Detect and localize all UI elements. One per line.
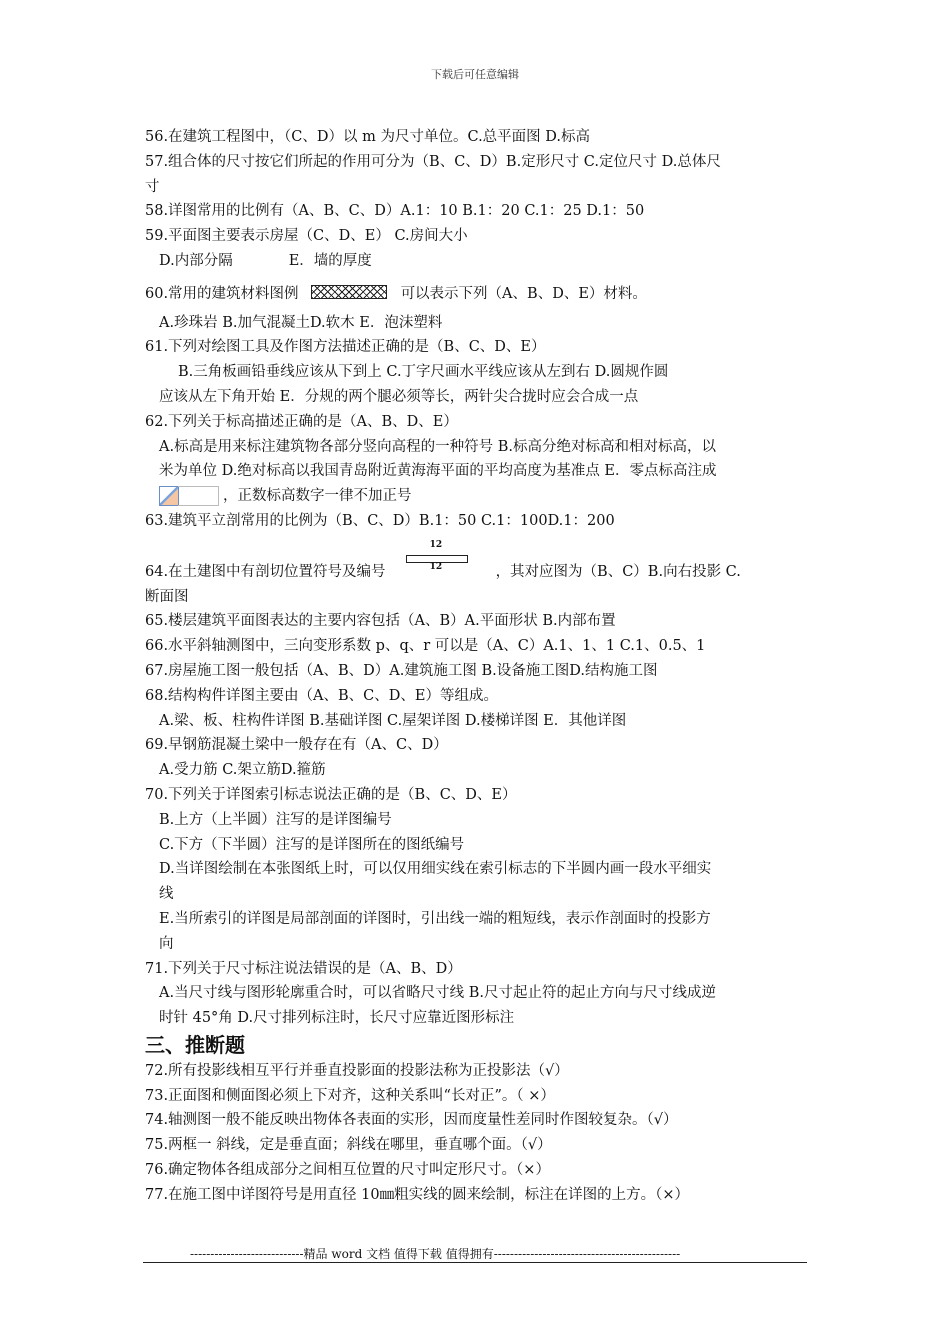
- question-62-option-e-text: ，正数标高数字一律不加正号: [223, 488, 412, 505]
- question-61: 61.下列对绘图工具及作图方法描述正确的是（B、C、D、E）: [145, 339, 546, 356]
- question-59-options: [145, 249, 807, 274]
- question-70-option-d: D.当详图绘制在本张图纸上时，可以仅用细实线在索引标志的下半圆内画一段水平细实: [159, 861, 712, 878]
- section-heading: 三、推断题: [145, 1032, 245, 1057]
- question-60: [145, 282, 807, 307]
- question-61-options: B.三角板画铅垂线应该从下到上 C.丁字尺画水平线应该从左到右 D.圆规作圆: [178, 364, 669, 381]
- option-d: D.内部分隔: [159, 252, 233, 269]
- question-66: 66.水平斜轴测图中，三向变形系数 p、q、r 可以是（A、C）A.1、1、1 C.1、0.5、1: [145, 638, 706, 655]
- question-69-options: A.受力筋 C.架立筋D.箍筋: [159, 762, 326, 779]
- question-70-option-e-cont: 向: [159, 935, 174, 952]
- page-header: 下载后可任意编辑: [431, 68, 519, 81]
- question-70: 70.下列关于详图索引标志说法正确的是（B、C、D、E）: [145, 786, 517, 803]
- question-64-text: 64.在土建图中有剖切位置符号及编号: [145, 563, 386, 580]
- question-72: 72.所有投影线相互平行并垂直投影面的投影法称为正投影法（√）: [145, 1062, 569, 1079]
- cut-number-top: 12: [429, 539, 443, 550]
- question-71-options: A.当尺寸线与图形轮廓重合时，可以省略尺寸线 B.尺寸起止符的起止方向与尺寸线成逆: [159, 985, 716, 1002]
- question-68-options: A.梁、板、柱构件详图 B.基础详图 C.屋架详图 D.楼梯详图 E．其他详图: [159, 712, 627, 729]
- question-71-options-cont: 时针 45°角 D.尺寸排列标注时，长尺寸应靠近图形标注: [159, 1010, 515, 1027]
- material-hatch-icon: [311, 285, 387, 299]
- question-62-option-e: [145, 484, 807, 509]
- question-64: [145, 539, 807, 585]
- question-57-cont: 寸: [145, 178, 160, 195]
- section-cut-icon: [406, 539, 468, 572]
- question-62-option-d: 米为单位 D.绝对标高以我国青岛附近黄海海平面的平均高度为基准点 E．零点标高注成: [159, 463, 717, 480]
- footer-divider: [143, 1262, 807, 1263]
- question-71: 71.下列关于尺寸标注说法错误的是（A、B、D）: [145, 960, 462, 977]
- question-57: 57.组合体的尺寸按它们所起的作用可分为（B、C、D）B.定形尺寸 C.定位尺寸 D.总体尺: [145, 153, 721, 170]
- question-60-text-end: 可以表示下列（A、B、D、E）材料。: [400, 285, 647, 302]
- question-73: 73.正面图和侧面图必须上下对齐，这种关系叫“长对正”。（ ×）: [145, 1087, 555, 1104]
- question-70-option-b: B.上方（上半圆）注写的是详图编号: [159, 811, 392, 828]
- question-67: 67.房屋施工图一般包括（A、B、D）A.建筑施工图 B.设备施工图D.结构施工图: [145, 662, 658, 679]
- question-58: 58.详图常用的比例有（A、B、C、D）A.1：10 B.1：20 C.1：25 D.1：50: [145, 203, 645, 220]
- question-70-option-e: E.当所索引的详图是局部剖面的详图时，引出线一端的粗短线，表示作剖面时的投影方: [159, 910, 711, 927]
- option-e: E．墙的厚度: [288, 252, 372, 269]
- question-60-text: 60.常用的建筑材料图例: [145, 285, 299, 302]
- question-63: 63.建筑平立剖常用的比例为（B、C、D）B.1：50 C.1：100D.1：200: [145, 512, 615, 529]
- cut-number-bottom: 12: [429, 561, 443, 572]
- question-61-options-cont: 应该从左下角开始 E．分规的两个腿必须等长，两针尖合拢时应会合成一点: [159, 388, 639, 405]
- question-64-text-end: ，其对应图为（B、C）B.向右投影 C.: [495, 563, 741, 580]
- question-70-option-d-cont: 线: [159, 886, 174, 903]
- question-69: 69.早钢筋混凝土梁中一般存在有（A、C、D）: [145, 737, 448, 754]
- question-74: 74.轴测图一般不能反映出物体各表面的实形，因而度量性差同时作图较复杂。（√）: [145, 1112, 678, 1129]
- question-59: 59.平面图主要表示房屋（C、D、E） C.房间大小: [145, 228, 468, 245]
- question-76: 76.确定物体各组成部分之间相互位置的尺寸叫定形尺寸。（×）: [145, 1162, 550, 1179]
- question-77: 77.在施工图中详图符号是用直径 10㎜粗实线的圆来绘制，标注在详图的上方。（×）: [145, 1186, 690, 1203]
- question-68: 68.结构构件详图主要由（A、B、C、D、E）等组成。: [145, 687, 498, 704]
- question-62: 62.下列关于标高描述正确的是（A、B、D、E）: [145, 413, 458, 430]
- question-56: 56.在建筑工程图中，（C、D）以 m 为尺寸单位。C.总平面图 D.标高: [145, 129, 591, 145]
- question-64-cont: 断面图: [145, 588, 189, 605]
- question-75: 75.两框一 斜线，定是垂直面；斜线在哪里，垂直哪个面。（√）: [145, 1137, 552, 1154]
- question-60-options: A.珍珠岩 B.加气混凝土D.软木 E．泡沫塑料: [159, 314, 443, 331]
- zero-elevation-icon: [159, 485, 219, 505]
- page-footer: ----------------------------精品 word 文档 值得下载 值得拥有----------------------------------------------: [190, 1247, 681, 1261]
- question-65: 65.楼层建筑平面图表达的主要内容包括（A、B）A.平面形状 B.内部布置: [145, 613, 616, 630]
- question-62-option-a: A.标高是用来标注建筑物各部分竖向高程的一种符号 B.标高分绝对标高和相对标高，以: [159, 438, 716, 455]
- document-body: [145, 125, 807, 1208]
- question-70-option-c: C.下方（下半圆）注写的是详图所在的图纸编号: [159, 836, 465, 853]
